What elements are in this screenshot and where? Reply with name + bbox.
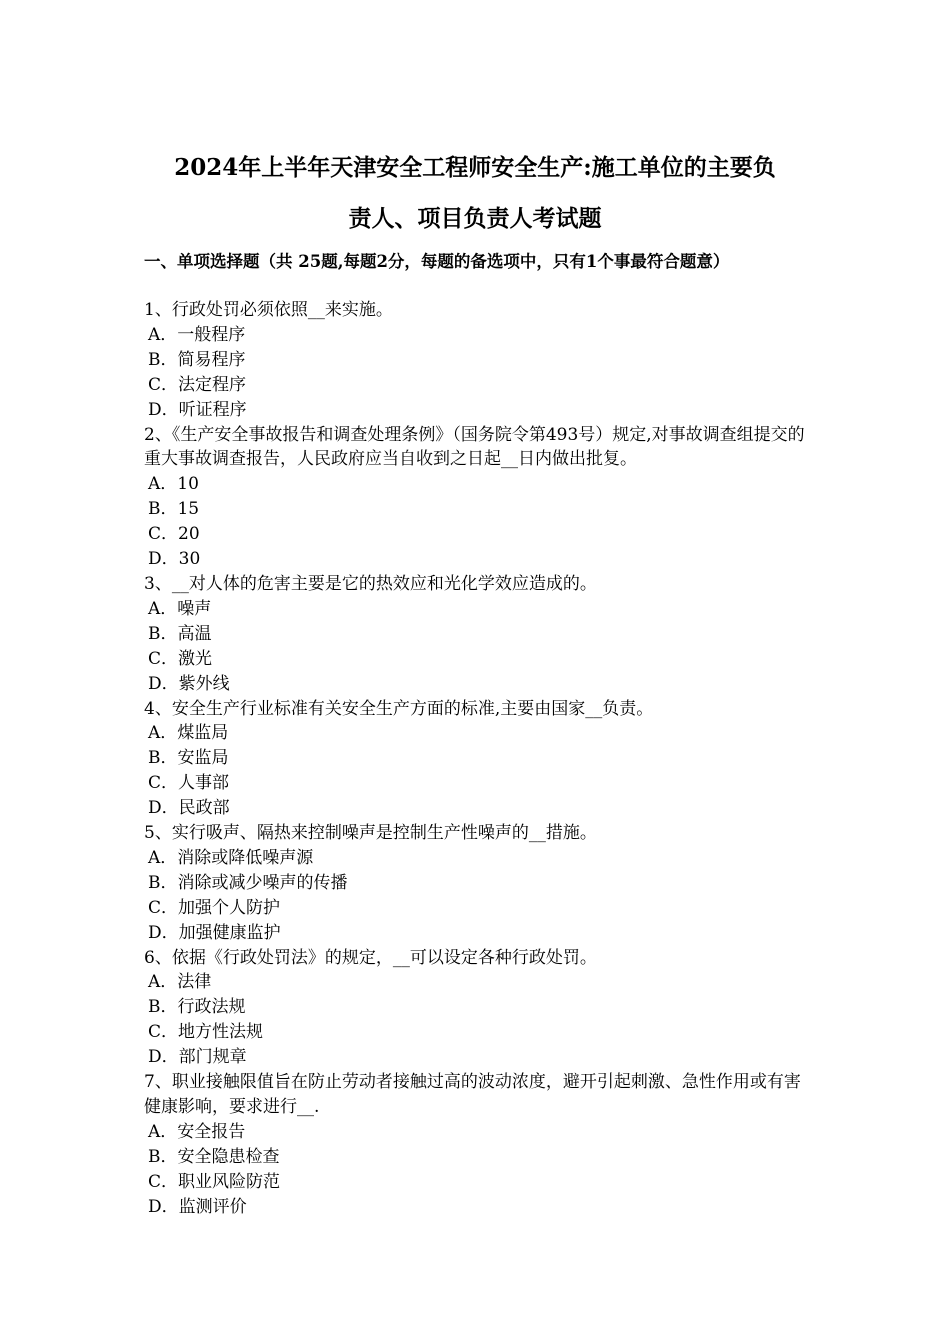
question-block — [144, 946, 812, 1071]
question-text: 6、依据《行政处罚法》的规定，__可以设定各种行政处罚。 — [144, 947, 597, 968]
question-text: 3、__对人体的危害主要是它的热效应和光化学效应造成的。 — [144, 573, 597, 594]
document-title-line-1: 2024年上半年天津安全工程师安全生产:施工单位的主要负 — [174, 154, 776, 181]
answer-option: C．地方性法规 — [148, 1022, 264, 1043]
answer-option: B．安监局 — [148, 748, 229, 769]
answer-option: A．10 — [148, 474, 199, 495]
answer-option: B．消除或减少噪声的传播 — [148, 872, 348, 893]
question-text: 5、实行吸声、隔热来控制噪声是控制生产性噪声的__措施。 — [144, 823, 597, 844]
answer-option: B．行政法规 — [148, 997, 246, 1018]
answer-option: D．30 — [148, 549, 201, 570]
answer-option: C．职业风险防范 — [148, 1171, 281, 1192]
question-text: 1、行政处罚必须依照__来实施。 — [144, 300, 393, 320]
answer-option: C．激光 — [148, 648, 213, 669]
answer-option: A．噪声 — [148, 598, 212, 619]
question-block — [144, 821, 812, 946]
section-heading: 一、单项选择题（共 25题,每题2分，每题的备选项中，只有1个事最符合题意） — [144, 252, 730, 271]
question-text: 4、安全生产行业标准有关安全生产方面的标准,主要由国家__负责。 — [144, 698, 654, 719]
answer-option: B．安全隐患检查 — [148, 1146, 280, 1167]
question-text: 7、职业接触限值旨在防止劳动者接触过高的波动浓度，避开引起刺激、急性作用或有害健康影响，要求进行__. — [144, 1072, 801, 1117]
question-block — [144, 697, 812, 822]
question-block — [144, 298, 812, 423]
answer-option: D．紫外线 — [148, 673, 230, 694]
answer-option: D．监测评价 — [148, 1196, 247, 1217]
answer-option: C．法定程序 — [148, 374, 247, 395]
question-text: 2、《生产安全事故报告和调查处理条例》（国务院令第493号）规定,对事故调查组提交的重大事故调查报告，人民政府应当自收到之日起__日内做出批复。 — [144, 424, 805, 470]
answer-option: A．煤监局 — [148, 723, 229, 744]
document-title-line-2: 责人、项目负责人考试题 — [348, 205, 602, 232]
answer-option: D．加强健康监护 — [148, 922, 281, 943]
answer-option: B．简易程序 — [148, 349, 246, 370]
answer-option: B．15 — [148, 499, 200, 520]
question-list — [144, 298, 812, 1220]
answer-option: D．听证程序 — [148, 399, 247, 420]
answer-option: C．人事部 — [148, 773, 230, 794]
answer-option: A．消除或降低噪声源 — [148, 847, 314, 868]
answer-option: D．民政部 — [148, 798, 230, 819]
answer-option: C．20 — [148, 524, 200, 545]
answer-option: A．安全报告 — [148, 1121, 246, 1142]
answer-option: C．加强个人防护 — [148, 897, 281, 918]
answer-option: A．一般程序 — [148, 324, 246, 345]
answer-option: D．部门规章 — [148, 1047, 247, 1068]
question-block — [144, 572, 812, 697]
question-block — [144, 1070, 812, 1219]
answer-option: A．法律 — [148, 972, 212, 993]
question-block — [144, 423, 812, 572]
answer-option: B．高温 — [148, 623, 212, 644]
